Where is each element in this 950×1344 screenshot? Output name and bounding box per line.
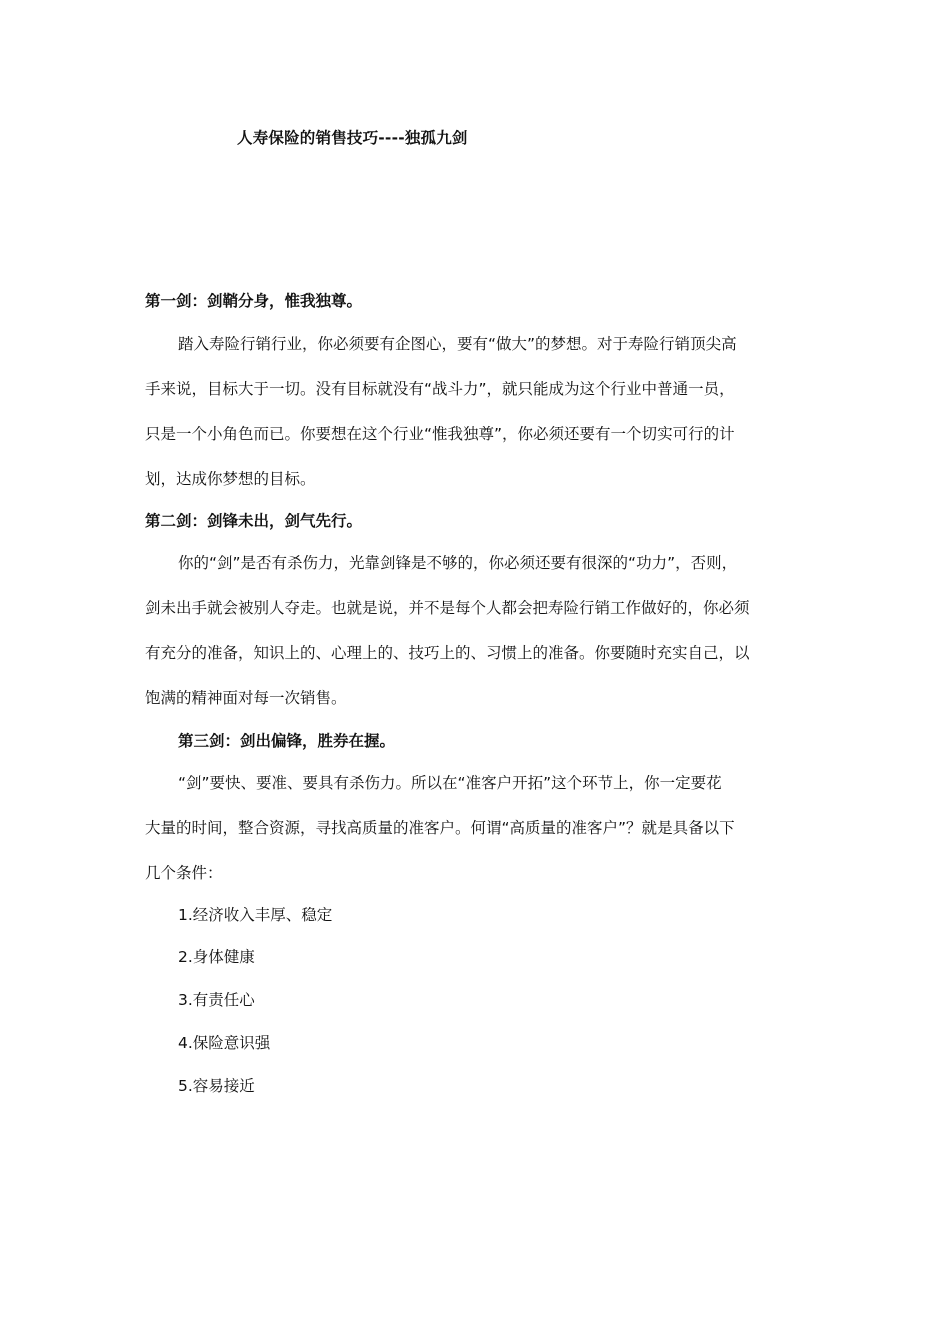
paragraph-line: 划，达成你梦想的目标。	[145, 470, 316, 488]
section-heading-2: 第二剑：剑锋未出，剑气先行。	[145, 512, 363, 530]
list-item: 4.保险意识强	[178, 1034, 271, 1052]
paragraph-line: 几个条件：	[145, 864, 223, 882]
list-item: 2.身体健康	[178, 948, 255, 966]
section-heading-1: 第一剑：剑鞘分身，惟我独尊。	[145, 292, 363, 310]
document-title: 人寿保险的销售技巧----独孤九剑	[237, 129, 468, 147]
paragraph-line: “剑”要快、要准、要具有杀伤力。所以在“准客户开拓”这个环节上，你一定要花	[178, 774, 722, 792]
paragraph-line: 只是一个小角色而已。你要想在这个行业“惟我独尊”，你必须还要有一个切实可行的计	[145, 425, 735, 443]
paragraph-line: 剑未出手就会被别人夺走。也就是说，并不是每个人都会把寿险行销工作做好的，你必须	[145, 599, 750, 617]
section-heading-3: 第三剑：剑出偏锋，胜券在握。	[178, 732, 396, 750]
list-item: 3.有责任心	[178, 991, 255, 1009]
list-item: 5.容易接近	[178, 1077, 255, 1095]
paragraph-line: 你的“剑”是否有杀伤力，光靠剑锋是不够的，你必须还要有很深的“功力”，否则，	[178, 554, 738, 572]
paragraph-line: 有充分的准备，知识上的、心理上的、技巧上的、习惯上的准备。你要随时充实自己，以	[145, 644, 750, 662]
list-item: 1.经济收入丰厚、稳定	[178, 906, 333, 924]
paragraph-line: 踏入寿险行销行业，你必须要有企图心，要有“做大”的梦想。对于寿险行销顶尖高	[178, 335, 737, 353]
paragraph-line: 大量的时间，整合资源，寻找高质量的准客户。何谓“高质量的准客户”？就是具备以下	[145, 819, 735, 837]
paragraph-line: 饱满的精神面对每一次销售。	[145, 689, 347, 707]
paragraph-line: 手来说，目标大于一切。没有目标就没有“战斗力”，就只能成为这个行业中普通一员，	[145, 380, 735, 398]
